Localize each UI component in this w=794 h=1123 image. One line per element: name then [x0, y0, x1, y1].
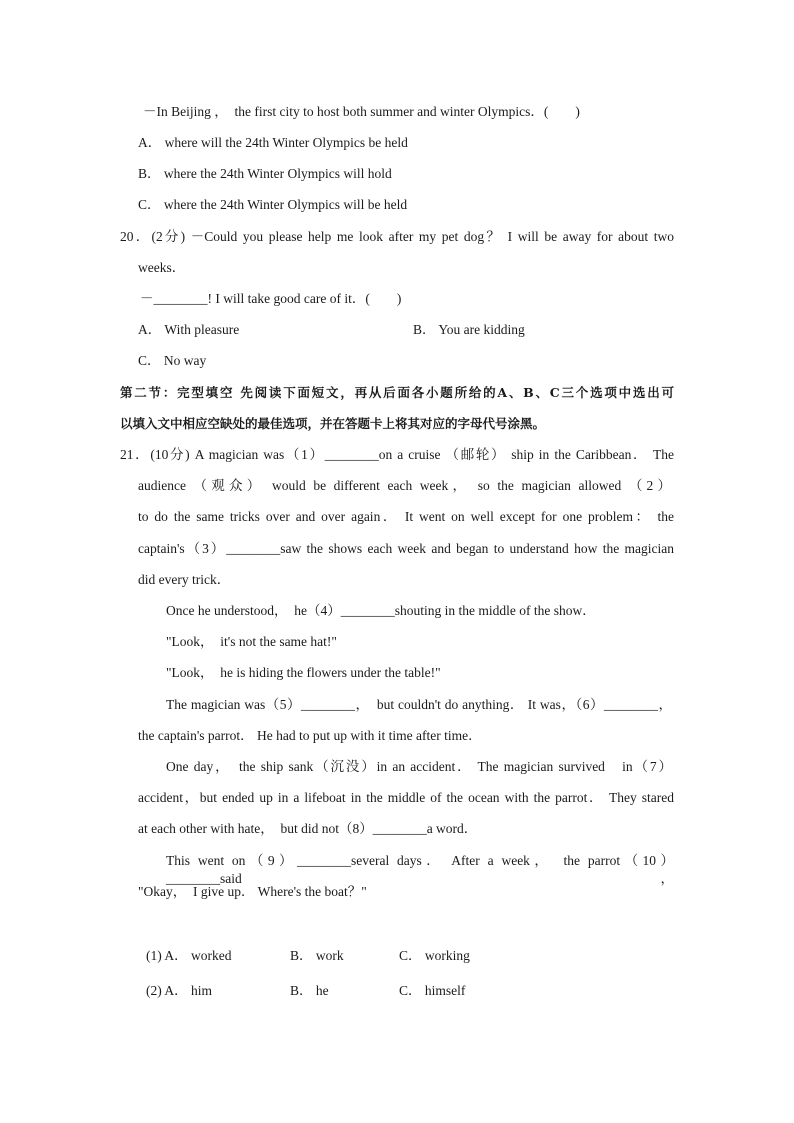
q21-option-2b: B． he	[290, 983, 329, 998]
q21-option-1a: (1) A． worked	[146, 948, 232, 963]
q20-option-c: C． No way	[138, 353, 207, 368]
q20-stem-line3: －________! I will take good care of it．( )	[140, 291, 402, 306]
q21-line: at each other with hate， but did not（8）________a word．	[138, 821, 478, 836]
q21-line: to do the same tricks over and over again． It went on well except for one problem： the	[138, 509, 674, 524]
q21-options-2	[146, 982, 546, 1000]
q19-option-c: C． where the 24th Winter Olympics will be held	[138, 197, 408, 212]
q21-option-1b: B． work	[290, 948, 344, 963]
section-heading-line1: 第二节：完型填空 先阅读下面短文，再从后面各小题所给的A、B、C三个选项中选出可	[120, 385, 674, 400]
q20-option-a: A． With pleasure	[138, 322, 240, 337]
q19-option-b: B． where the 24th Winter Olympics will hold	[138, 166, 392, 181]
section-heading-line2: 以填入文中相应空缺处的最佳选项，并在答题卡上将其对应的字母代号涂黑。	[120, 416, 546, 431]
q21-line: 21．(10分) A magician was（1）________on a cruise （邮轮） ship in the Caribbean． The	[120, 447, 674, 462]
q21-line: One day， the ship sank（沉没）in an accident． The magician survived in（7）	[166, 759, 672, 774]
q21-line: "Okay， I give up． Where's the boat？"	[138, 884, 367, 899]
q21-line: captain's（3）________saw the shows each week and began to understand how the magician	[138, 541, 674, 556]
q19-option-a: A． where will the 24th Winter Olympics be held	[138, 135, 408, 150]
q21-line: "Look， he is hiding the flowers under the table!"	[166, 665, 441, 680]
q21-line: This went on（9）________several days． After a week， the parrot（10）________said，	[166, 853, 674, 886]
q21-line: Once he understood， he（4）________shouting in the middle of the show．	[166, 603, 596, 618]
q20-option-b: B． You are kidding	[413, 322, 525, 337]
q21-options-1	[146, 947, 546, 965]
q21-line: audience （观众） would be different each week， so the magician allowed （2）	[138, 478, 671, 493]
q20-stem-line1: 20．(2分) －Could you please help me look after my pet dog？ I will be away for about two	[120, 229, 674, 244]
q21-option-2c: C． himself	[399, 983, 466, 998]
q21-line: The magician was（5）________， but couldn't do anything． It was，（6）________，	[166, 697, 672, 712]
q21-option-1c: C． working	[399, 948, 470, 963]
q20-options-row	[138, 321, 678, 339]
q21-line: "Look， it's not the same hat!"	[166, 634, 337, 649]
q21-line: accident，but ended up in a lifeboat in the middle of the ocean with the parrot． They stared	[138, 790, 674, 805]
q21-line: did every trick．	[138, 572, 231, 587]
q20-stem-line2: weeks．	[138, 260, 186, 275]
q19-stem: －In Beijing ， the first city to host both summer and winter Olympics．( )	[143, 104, 580, 119]
q21-option-2a: (2) A． him	[146, 983, 212, 998]
q21-line: the captain's parrot． He had to put up with it time after time．	[138, 728, 482, 743]
